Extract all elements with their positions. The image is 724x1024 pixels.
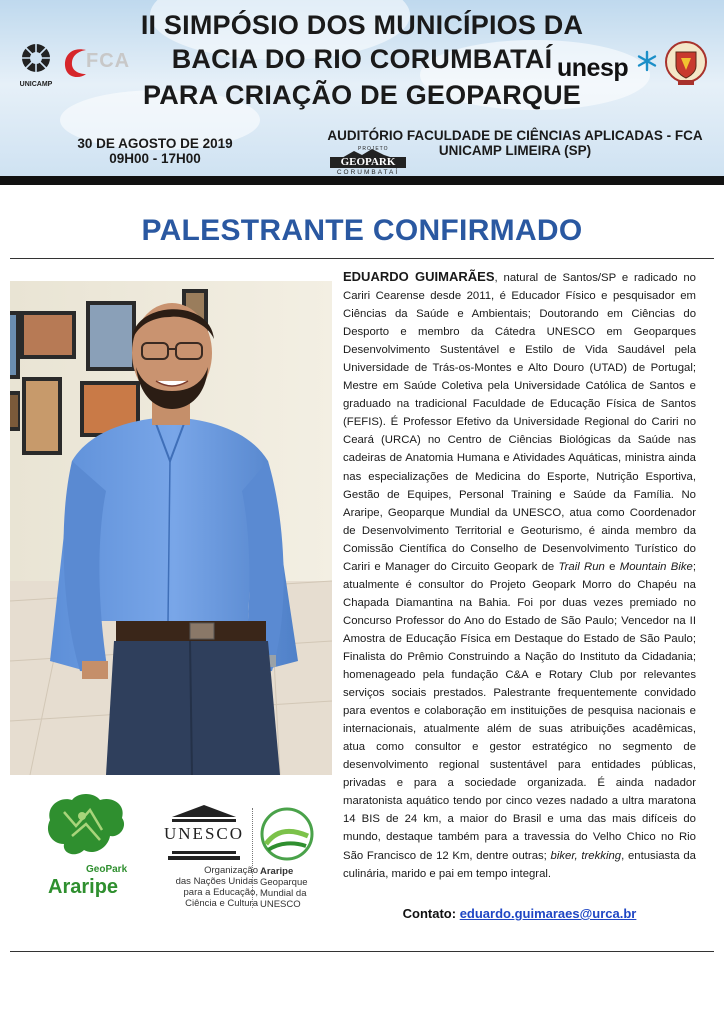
araripe-line-2: Geoparque [260, 877, 308, 888]
bio-italic-trail-run: Trail Run [558, 560, 605, 573]
logo-separator [252, 808, 254, 908]
banner-divider [0, 176, 724, 185]
speaker-bio [343, 268, 696, 883]
bio-text-2: e [604, 560, 620, 573]
event-title-line-2: BACIA DO RIO CORUMBATAÍ [171, 44, 553, 74]
geopark-araripe-logo [36, 790, 136, 910]
unesco-wordmark: UNESCO [164, 824, 245, 843]
bio-italic-biker-trekking: biker, trekking [550, 849, 622, 862]
geopark-word: GEOPARK [330, 157, 406, 168]
araripe-line-3: Mundial da [260, 888, 307, 899]
geopark-corumbatai-logo [318, 146, 418, 176]
bio-text-4: , entusiasta da culinária, marido e pai em tempo integral. [343, 849, 696, 880]
bio-text-3: ; atualmente é consultor do Projeto Geopark Morro do Chapéu na Chapada Diamantina na Bahia. Foi por duas vezes premiado no Concurso Professor do Ano do Estado de São Paulo; Vencedor na II Amostra de Educação Física em Destaque do Estado de São Paulo; Finalista do Prêmio Construindo a Nação do Instituto da Cidadania; homenageado pela fundação C&A e Rotary Club por relevantes serviços sociais prestados. Palestrante frequentemente convidado para eventos e colaboração em instituições de pesquisa nacionais e internacionais, atualmente além de suas atribuições acadêmicas, atua como consultor e gestor estratégico no segmento de desenvolvimento regional sustentável para entidades públicas, privadas e para a sociedade organizada. É ainda nadador maratonista aquático tendo por cinco vezes nadado a ultra maratona 14 BIS de 24 km, a maior do Brasil e uma das mais difíceis do mundo, destaque também para a travessia do Velho Chico no Rio São Francisco de 12 Km, dentre outras; [343, 560, 696, 862]
bio-text-1: , natural de Santos/SP e radicado no Cariri Cearense desde 2011, é Educador Físico e pesquisador em Ciências da Saúde e Ambientais; Doutorando em Ciências do Desporto e membro da Cátedra UNESCO em Geoparques Desenvolvimento Sustentável e Estilo de Vida Saudável pela Universidade de Trás-os-Montes e Alto Douro (UTAD) de Portugal; Mestre em Saúde Coletiva pela Universidade Católica de Santos e graduado na tradicional Faculdade de Educação Física de Santos (FEFIS). É Professor Efetivo da Universidade Regional do Cariri no Ceará (URCA) no Centro de Ciências Biológicas da Saúde nas cadeiras de Anatomia Humana e Atividades Aquáticas, ministra ainda nas especializações de Medicina do Esporte, Nutrição Esportiva, Gestão de Equipes, Personal Training e Saúde da Família. No Araripe, Geoparque Mundial da UNESCO, atua como Coordenador de Desenvolvimento Territorial e Geoturismo, é ainda membro da Comissão Científica do Conselho de Desenvolvimento Turístico do Cariri e Manager do Circuito Geopark de [343, 272, 696, 573]
event-date: 30 DE AGOSTO DE 2019 [77, 136, 233, 151]
araripe-line-1: Araripe [260, 866, 294, 877]
page-title: PALESTRANTE CONFIRMADO [141, 214, 583, 247]
unesco-line-3: para a Educação, [183, 887, 258, 898]
speaker-name: EDUARDO GUIMARÃES [343, 269, 495, 284]
divider-bottom [10, 951, 714, 952]
event-title-line-3: PARA CRIAÇÃO DE GEOPARQUE [142, 80, 582, 110]
event-venue-line-2: UNICAMP LIMEIRA (SP) [438, 143, 592, 158]
unesp-snowflake-icon [636, 50, 658, 72]
event-hours: 09H00 - 17H00 [109, 151, 201, 166]
speaker-photo [10, 281, 332, 775]
araripe-map-icon [42, 790, 130, 862]
geopark-small-label: GeoPark [86, 864, 128, 875]
araripe-unesco-geopark-logo [258, 806, 328, 916]
fca-label: FCA [86, 50, 131, 72]
contact-email-link[interactable]: eduardo.guimaraes@urca.br [459, 906, 637, 921]
unesp-logo: unesp [557, 54, 629, 82]
bio-italic-mountain-bike: Mountain Bike [619, 560, 693, 573]
contact-line [343, 906, 696, 921]
unesco-line-2: das Nações Unidas [175, 876, 258, 887]
araripe-big-label: Araripe [48, 876, 119, 898]
contact-label: Contato: [402, 906, 457, 921]
unesco-line-1: Organização [204, 865, 258, 876]
unicamp-label: UNICAMP [19, 81, 53, 88]
geopark-prefix: PROJETO [358, 146, 389, 152]
speaker-portrait-image [10, 281, 332, 775]
event-banner [0, 0, 724, 176]
event-venue-line-1: AUDITÓRIO FACULDADE DE CIÊNCIAS APLICADAS - FCA [327, 128, 703, 143]
araripe-line-4: UNESCO [260, 899, 301, 910]
global-geopark-icon [258, 806, 316, 862]
divider-top [10, 258, 714, 259]
geopark-corumbatai-word: CORUMBATAÍ [336, 169, 400, 176]
university-crest-icon [664, 40, 708, 88]
event-title-line-1: II SIMPÓSIO DOS MUNICÍPIOS DA [140, 10, 584, 40]
unesco-logo [158, 803, 258, 913]
unesco-line-4: Ciência e Cultura [185, 898, 258, 909]
